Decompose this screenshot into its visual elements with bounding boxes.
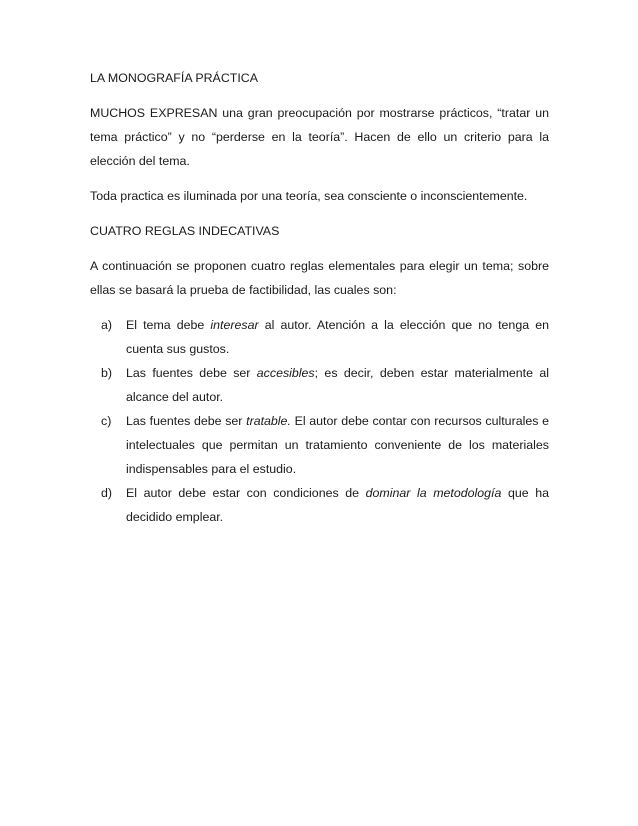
rule-item-a — [101, 313, 549, 361]
rule-text-before: Las fuentes debe ser — [126, 414, 247, 428]
rule-emphasis: interesar — [210, 318, 259, 332]
document-title: LA MONOGRAFÍA PRÁCTICA — [90, 71, 258, 85]
document-page — [90, 66, 549, 529]
rule-text-after: El autor debe contar con recursos culturales e intelectuales que permitan un tratamiento conveniente de los materiales indispensables para el estudio. — [126, 414, 550, 476]
rule-item-b — [101, 361, 550, 409]
rule-emphasis: dominar la metodología — [365, 486, 502, 500]
rule-marker: c) — [101, 414, 112, 428]
rule-emphasis: accesibles — [256, 366, 315, 380]
rule-marker: b) — [101, 366, 113, 380]
rules-list — [90, 313, 549, 529]
rule-emphasis: tratable. — [246, 414, 291, 428]
rule-text-after: ; es decir, deben estar materialmente al alcance del autor. — [126, 366, 550, 404]
rule-text-after: que ha decidido emplear. — [126, 486, 550, 524]
rule-marker: a) — [101, 318, 113, 332]
rule-text-before: Las fuentes debe ser — [126, 366, 257, 380]
rule-text-before: El autor debe estar con condiciones de — [126, 486, 366, 500]
rules-intro-paragraph: A continuación se proponen cuatro reglas elementales para elegir un tema; sobre ellas se basará la prueba de factibilidad, las cuales son: — [90, 259, 549, 297]
theory-paragraph: Toda practica es iluminada por una teoría, sea consciente o inconscientemente. — [90, 189, 528, 203]
rule-text-after: al autor. Atención a la elección que no tenga en cuenta sus gustos. — [126, 318, 549, 356]
rule-text-before: El tema debe — [126, 318, 211, 332]
rules-heading: CUATRO REGLAS INDECATIVAS — [90, 224, 280, 238]
rule-marker: d) — [101, 486, 113, 500]
rule-item-c — [101, 409, 550, 481]
rule-item-d — [101, 481, 550, 529]
intro-paragraph: MUCHOS EXPRESAN una gran preocupación por mostrarse prácticos, “tratar un tema práctico” y no “perderse en la teoría”. Hacen de ello un criterio para la elección del tema. — [90, 106, 549, 168]
